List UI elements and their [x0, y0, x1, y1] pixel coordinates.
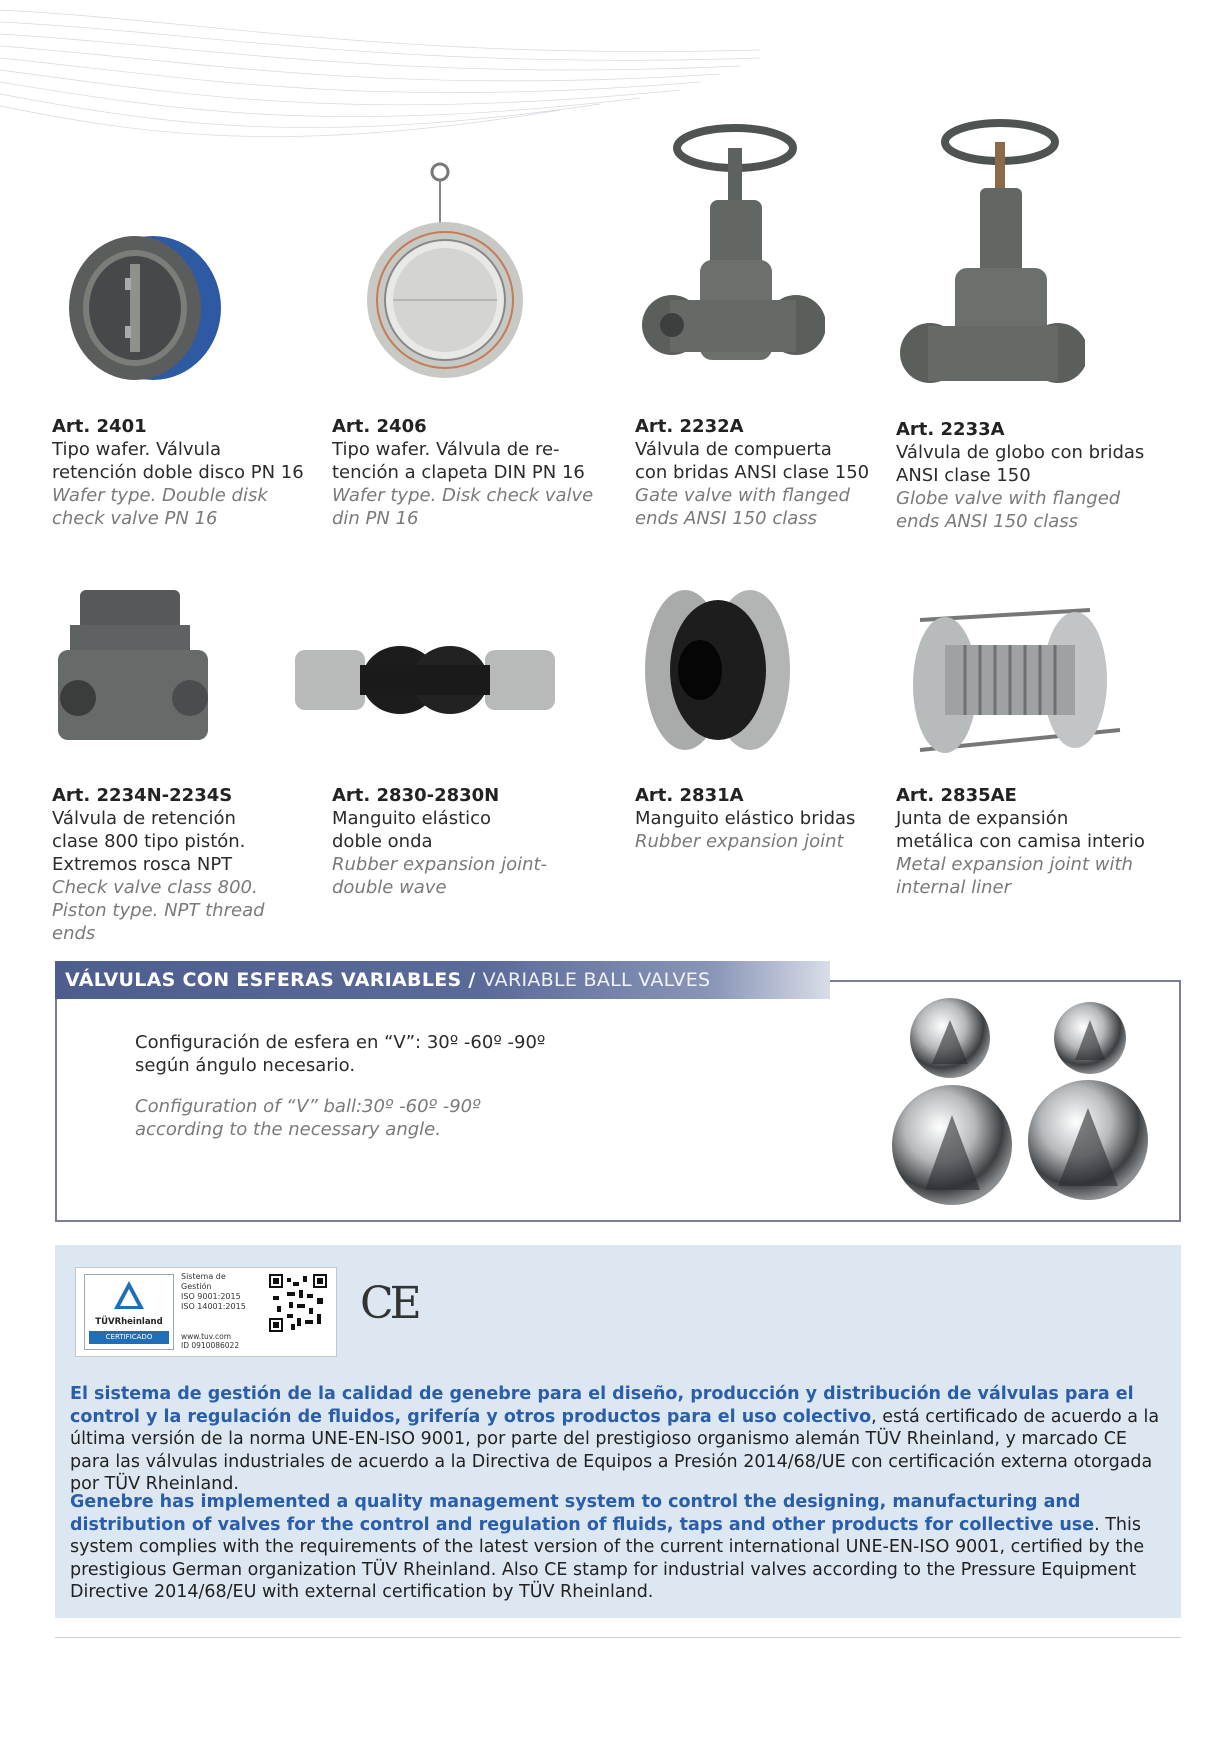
qr-code-icon: [269, 1274, 327, 1332]
product-caption-2401: Art. 2401 Tipo wafer. Válvula retención doble disco PN 16 Wafer type. Double disk check valve PN 16: [52, 415, 332, 530]
tuv-certificate-card: [75, 1267, 337, 1357]
product-caption-2232a: Art. 2232A Válvula de compuerta con bridas ANSI clase 150 Gate valve with flanged ends ANSI 150 class: [635, 415, 895, 530]
tuv-certified-badge: CERTIFICADO: [89, 1331, 169, 1344]
tuv-triangle-icon: [112, 1279, 146, 1313]
certification-panel: [55, 1245, 1181, 1618]
tuv-brand-name: TÜVRheinland: [95, 1317, 163, 1327]
product-art-number: Art. 2835AE: [896, 785, 1017, 806]
tuv-logo: [84, 1274, 174, 1350]
piston-check-valve-icon: [50, 580, 210, 750]
tuv-web-id: www.tuv.com ID 0910086022: [181, 1332, 240, 1350]
product-art-number: Art. 2233A: [896, 419, 1005, 440]
product-caption-2830: Art. 2830-2830N Manguito elástico doble onda Rubber expansion joint- double wave: [332, 784, 592, 899]
product-art-number: Art. 2234N-2234S: [52, 785, 233, 806]
v-ball-spheres-icon: [890, 990, 1160, 1210]
wafer-dual-disc-check-valve-icon: [65, 228, 225, 388]
variable-ball-description: Configuración de esfera en “V”: 30º -60º -90º según ángulo necesario. Configuration of “V” ball:30º -60º -90º according to the necessary angle.: [135, 1032, 546, 1140]
ce-mark-logo: CE: [360, 1278, 418, 1329]
certification-text-es: El sistema de gestión de la calidad de genebre para el diseño, producción y distribución de válvulas para el control y la regulación de fluidos, grifería y otros productos para el uso colectivo, está certificado de acuerdo a la última versión de la norma UNE-EN-ISO 9001, por parte del prestigioso organismo alemán TÜV Rheinland, y marcado CE para las válvulas industriales de acuerdo a la Directiva de Equipos a Presión 2014/68/UE con certificación externa otorgada por TÜV Rheinland.: [70, 1384, 1160, 1494]
double-wave-rubber-joint-icon: [290, 620, 560, 740]
product-art-number: Art. 2830-2830N: [332, 785, 500, 806]
product-caption-2234: Art. 2234N-2234S Válvula de retención clase 800 tipo pistón. Extremos rosca NPT Check valve class 800. Piston type. NPT thread ends: [52, 784, 312, 945]
product-caption-2831a: Art. 2831A Manguito elástico bridas Rubber expansion joint: [635, 784, 895, 853]
variable-ball-section-title: VÁLVULAS CON ESFERAS VARIABLES / VARIABLE BALL VALVES: [55, 961, 830, 999]
product-caption-2835ae: Art. 2835AE Junta de expansión metálica con camisa interio Metal expansion joint with internal liner: [896, 784, 1186, 899]
product-art-number: Art. 2401: [52, 416, 147, 437]
tuv-management-system-text: Sistema de Gestión ISO 9001:2015 ISO 14001:2015: [181, 1272, 246, 1311]
product-caption-2406: Art. 2406 Tipo wafer. Válvula de re- tención a clapeta DIN PN 16 Wafer type. Disk check valve din PN 16: [332, 415, 612, 530]
wafer-disk-check-valve-icon: [345, 160, 545, 380]
product-art-number: Art. 2232A: [635, 416, 744, 437]
flanged-rubber-joint-icon: [640, 585, 790, 755]
flanged-gate-valve-icon: [640, 120, 825, 390]
product-art-number: Art. 2831A: [635, 785, 744, 806]
product-art-number: Art. 2406: [332, 416, 427, 437]
flanged-globe-valve-icon: [900, 118, 1085, 408]
page-bottom-divider: [55, 1637, 1181, 1638]
metal-expansion-joint-icon: [890, 600, 1140, 770]
product-caption-2233a: Art. 2233A Válvula de globo con bridas ANSI clase 150 Globe valve with flanged ends ANSI 150 class: [896, 418, 1186, 533]
certification-text-en: Genebre has implemented a quality management system to control the designing, manufacturing and distribution of valves for the control and regulation of fluids, taps and other products for collective use. This system complies with the requirements of the latest version of the current international UNE-EN-ISO 9001, certified by the prestigious German organization TÜV Rheinland. Also CE stamp for industrial valves according to the Pressure Equipment Directive 2014/68/EU with external certification by TÜV Rheinland.: [70, 1492, 1145, 1602]
